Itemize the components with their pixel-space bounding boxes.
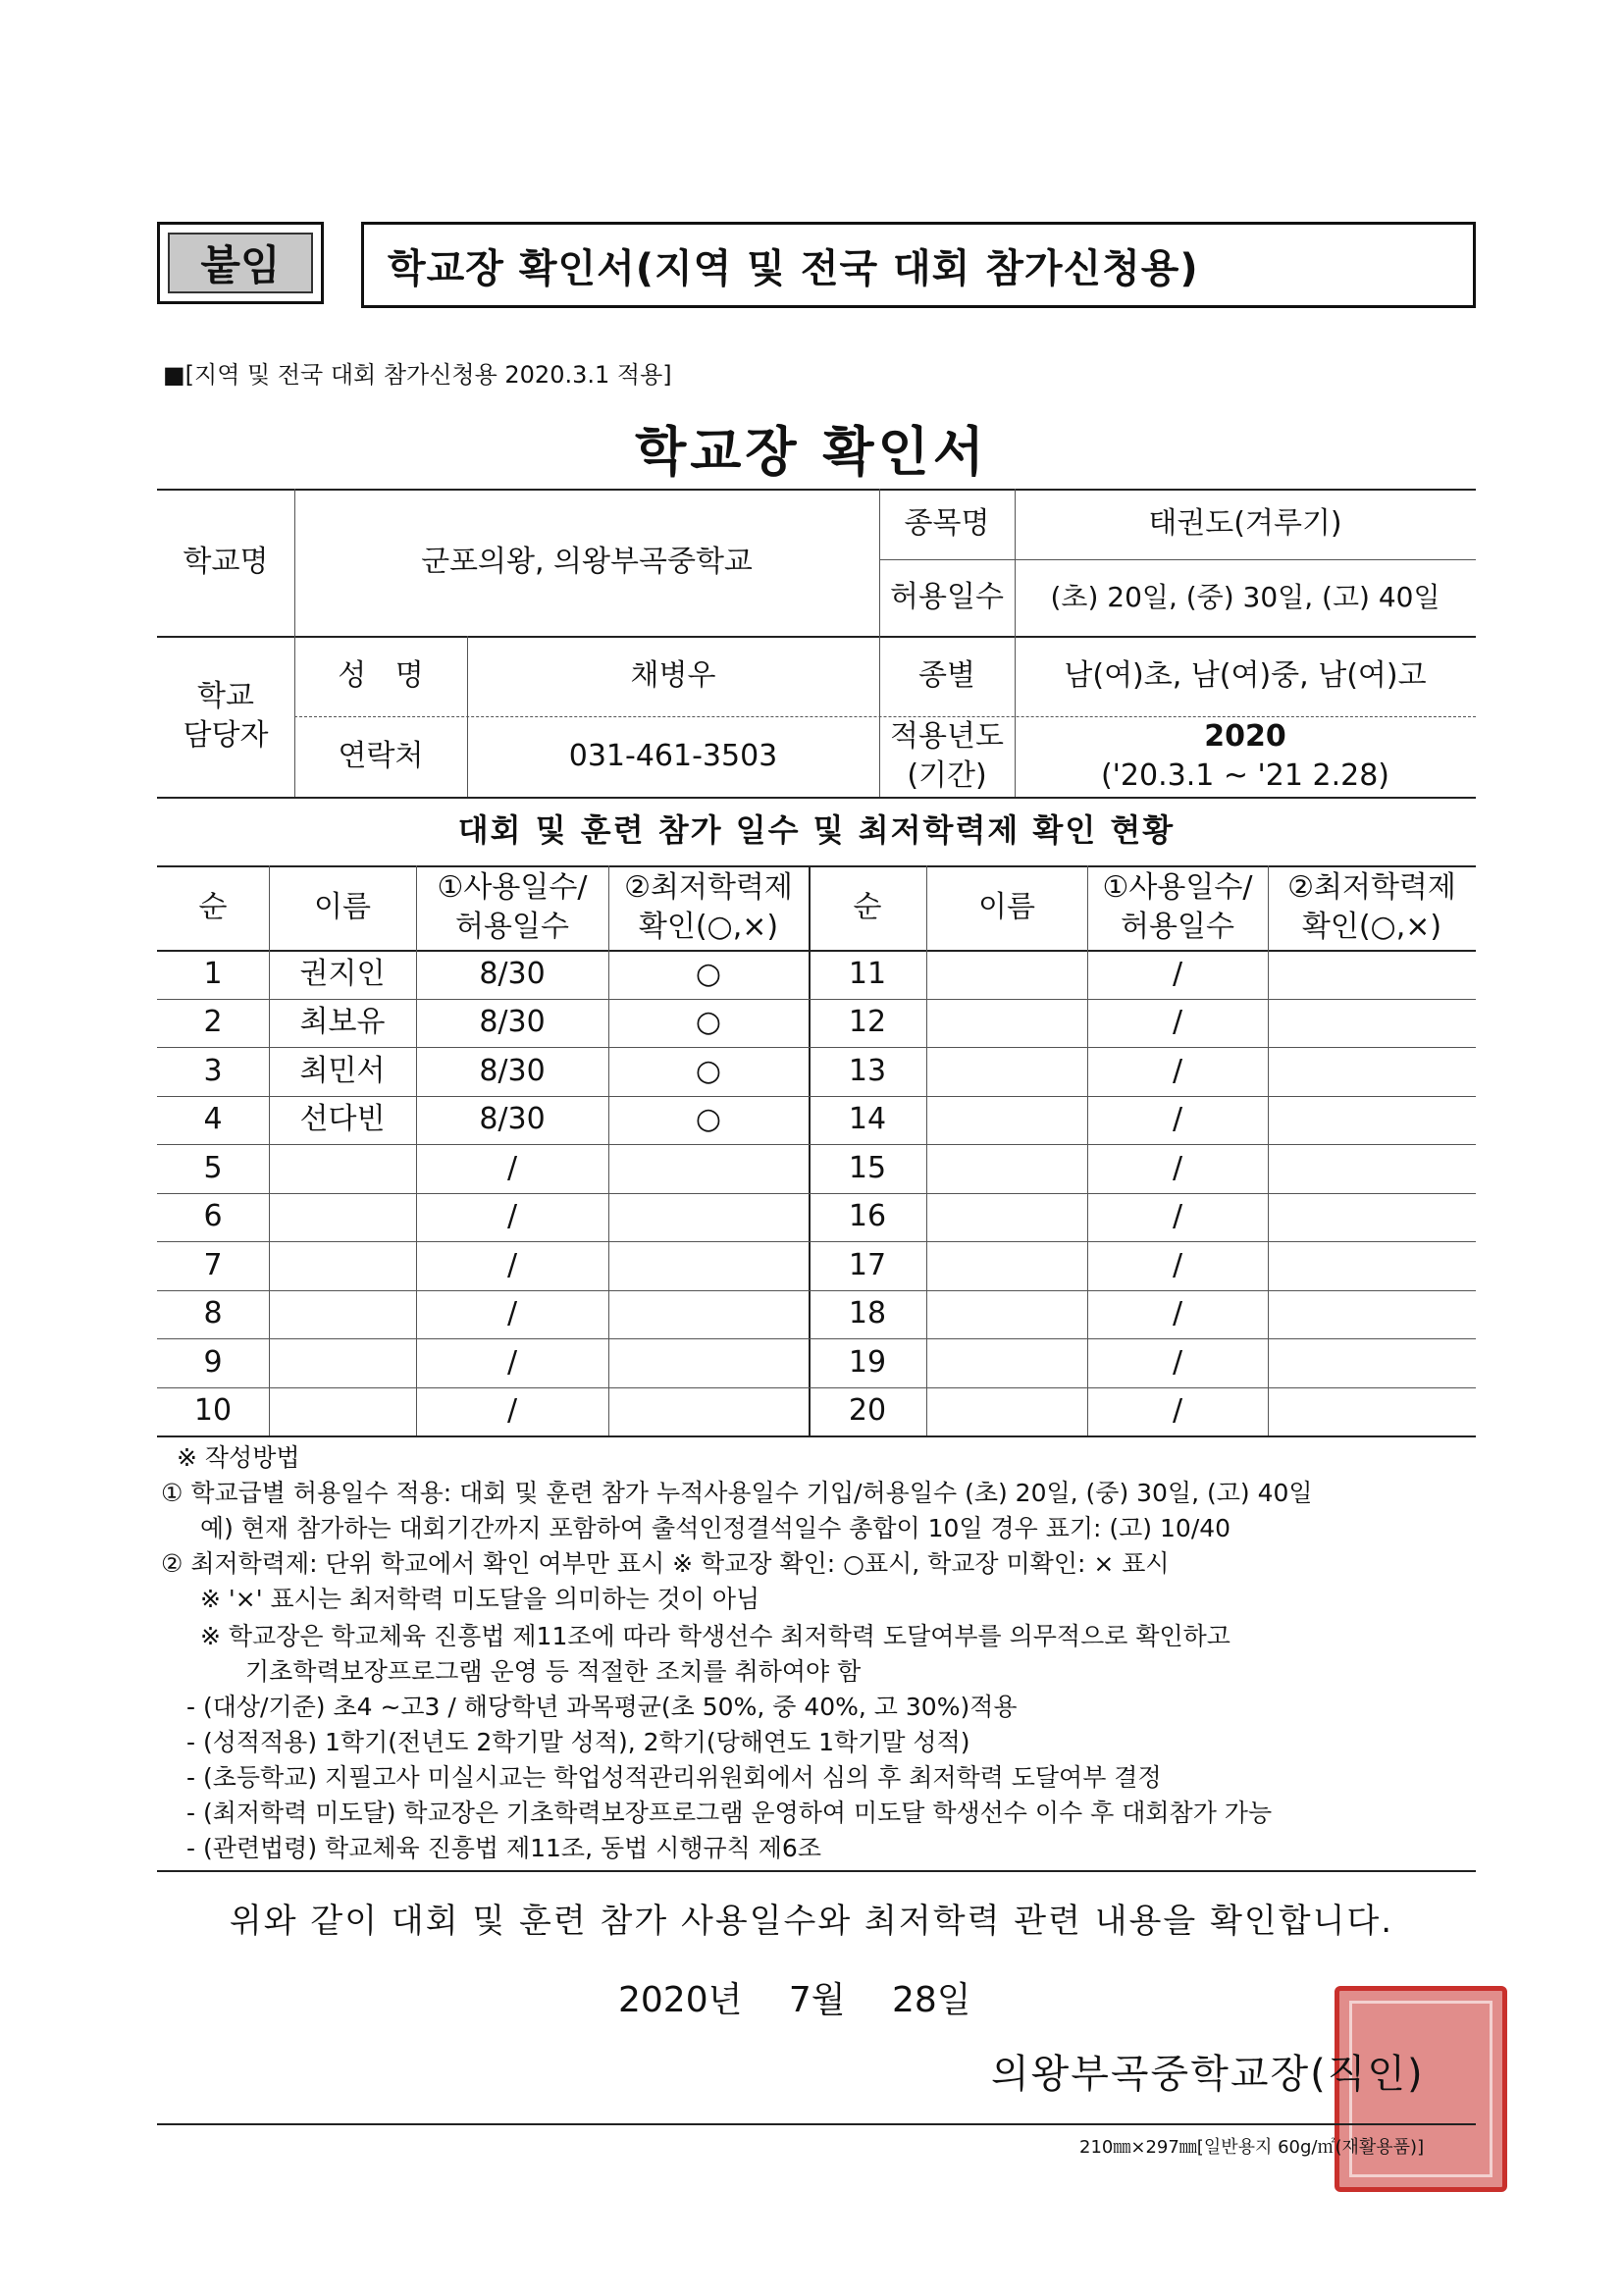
school-name-value: 군포의왕, 의왕부곡중학교	[421, 544, 753, 579]
row-days-cell: 8/30	[479, 1053, 546, 1088]
row-check-cell	[608, 1387, 809, 1436]
row-check-cell: ○	[695, 1053, 722, 1088]
period-year: 2020	[1204, 718, 1286, 754]
note-7: - (초등학교) 지필고사 미실시교는 학업성적관리위원회에서 심의 후 최저학력 도달여부 결정	[186, 1763, 1162, 1792]
row-no-cell: 15	[848, 1150, 887, 1185]
col-check-right	[1268, 865, 1476, 950]
row-name-cell	[269, 1241, 416, 1290]
page-title: 학교장 확인서	[635, 421, 988, 483]
row-no-cell: 8	[203, 1296, 223, 1331]
attachment-tag	[157, 222, 324, 304]
applicability-note: ■[지역 및 전국 대회 참가신청용 2020.3.1 적용]	[163, 361, 672, 389]
row-days-cell: /	[506, 1344, 518, 1380]
row-check-cell	[608, 1290, 809, 1339]
row-check-cell	[608, 1144, 809, 1193]
row-check-cell	[1268, 1144, 1476, 1193]
row-no-cell: 18	[848, 1296, 887, 1331]
row-days-cell: /	[506, 1247, 518, 1282]
row-name-cell	[926, 1290, 1087, 1339]
row-days-cell: /	[1172, 1199, 1183, 1233]
document-box-title: 학교장 확인서(지역 및 전국 대회 참가신청용)	[361, 222, 1476, 308]
row-days-cell: 8/30	[479, 1005, 546, 1039]
row-no-cell: 20	[848, 1393, 887, 1428]
row-days-cell: /	[506, 1296, 518, 1331]
col-no-left: 순	[198, 889, 228, 924]
row-name-cell	[926, 1387, 1087, 1436]
row-days-cell: /	[1172, 1102, 1183, 1136]
col-days-right	[1087, 865, 1268, 950]
notes-heading: ※ 작성방법	[177, 1443, 300, 1472]
row-no-cell: 3	[203, 1053, 223, 1088]
row-days-cell: 8/30	[479, 1102, 546, 1136]
row-no-cell: 9	[203, 1344, 223, 1380]
row-check-cell: ○	[695, 1102, 722, 1136]
row-check-cell	[608, 1338, 809, 1387]
contact-label: 연락처	[338, 738, 424, 773]
row-check-cell	[1268, 1096, 1476, 1145]
row-name-cell	[926, 1096, 1087, 1145]
col-name-right: 이름	[978, 889, 1035, 924]
row-name-cell	[926, 1338, 1087, 1387]
period-label-line2: (기간)	[907, 758, 987, 793]
note-1: ① 학교급별 허용일수 적용: 대회 및 훈련 참가 누적사용일수 기입/허용일수 (초) 20일, (중) 30일, (고) 40일	[161, 1479, 1313, 1507]
row-name-cell: 선다빈	[299, 1102, 386, 1136]
row-no-cell: 7	[203, 1247, 223, 1282]
row-name-cell: 권지인	[299, 956, 386, 991]
col-days-right-line1: ①사용일수/	[1102, 869, 1253, 905]
row-days-cell: /	[1172, 1296, 1183, 1331]
col-name-left: 이름	[314, 889, 371, 924]
col-no-right: 순	[853, 889, 882, 924]
row-days-cell: /	[1172, 1344, 1183, 1380]
note-4: ※ 학교장은 학교체육 진흥법 제11조에 따라 학생선수 최저학력 도달여부를 의무적으로 확인하고	[200, 1622, 1230, 1650]
row-check-cell	[1268, 1241, 1476, 1290]
row-days-cell: /	[1172, 1150, 1183, 1185]
contact-value: 031-461-3503	[568, 738, 778, 773]
manager-label	[157, 636, 294, 797]
row-days-cell: 8/30	[479, 956, 546, 991]
row-check-cell	[1268, 999, 1476, 1048]
row-check-cell: ○	[695, 956, 722, 991]
row-no-cell: 17	[848, 1247, 887, 1282]
school-name-label: 학교명	[183, 544, 269, 579]
manager-name-label: 성 명	[338, 657, 424, 693]
sport-value: 태권도(겨루기)	[1148, 505, 1342, 541]
row-check-cell: ○	[695, 1005, 722, 1039]
row-no-cell: 12	[848, 1005, 887, 1039]
row-no-cell: 10	[193, 1393, 233, 1428]
col-check-right-line2: 확인(○,×)	[1301, 910, 1442, 944]
row-days-cell: /	[1172, 1393, 1183, 1428]
note-1b: 예) 현재 참가하는 대회기간까지 포함하여 출석인정결석일수 총합이 10일 경우 표기: (고) 10/40	[200, 1514, 1231, 1542]
row-check-cell	[1268, 1290, 1476, 1339]
row-name-cell	[926, 1193, 1087, 1242]
col-check-left	[608, 865, 809, 950]
allowed-days-value: (초) 20일, (중) 30일, (고) 40일	[1050, 581, 1440, 614]
manager-name-value: 채병우	[630, 657, 716, 693]
row-name-cell	[926, 950, 1087, 999]
period-value	[1015, 716, 1476, 797]
row-check-cell	[1268, 1387, 1476, 1436]
category-value: 남(여)초, 남(여)중, 남(여)고	[1064, 657, 1427, 693]
row-no-cell: 6	[203, 1199, 223, 1233]
row-check-cell	[608, 1193, 809, 1242]
row-days-cell: /	[1172, 1247, 1183, 1282]
row-check-cell	[1268, 1338, 1476, 1387]
row-check-cell	[1268, 950, 1476, 999]
note-2: ② 최저학력제: 단위 학교에서 확인 여부만 표시 ※ 학교장 확인: ○표시, 학교장 미확인: × 표시	[161, 1549, 1170, 1578]
row-name-cell	[269, 1387, 416, 1436]
allowed-days-label: 허용일수	[890, 579, 1004, 614]
row-name-cell	[926, 999, 1087, 1048]
col-days-right-line2: 허용일수	[1121, 910, 1234, 944]
sport-label: 종목명	[904, 505, 990, 541]
status-section-title: 대회 및 훈련 참가 일수 및 최저학력제 확인 현황	[457, 811, 1176, 850]
row-name-cell	[269, 1144, 416, 1193]
row-days-cell: /	[1172, 956, 1183, 991]
row-days-cell: /	[1172, 1005, 1183, 1039]
row-no-cell: 13	[848, 1053, 887, 1088]
note-4b: 기초학력보장프로그램 운영 등 적절한 조치를 취하여야 함	[245, 1657, 862, 1686]
row-no-cell: 4	[203, 1102, 223, 1136]
row-name-cell	[926, 1047, 1087, 1096]
period-range: ('20.3.1 ~ '21 2.28)	[1100, 758, 1390, 793]
confirmation-statement: 위와 같이 대회 및 훈련 참가 사용일수와 최저학력 관련 내용을 확인합니다.	[229, 1902, 1394, 1941]
row-no-cell: 5	[203, 1150, 223, 1185]
row-check-cell	[1268, 1193, 1476, 1242]
col-days-left-line2: 허용일수	[455, 910, 569, 944]
row-check-cell	[608, 1241, 809, 1290]
row-no-cell: 14	[848, 1102, 887, 1136]
period-label-line1: 적용년도	[890, 718, 1004, 754]
category-label: 종별	[918, 657, 975, 693]
col-days-left-line1: ①사용일수/	[437, 869, 588, 905]
row-days-cell: /	[506, 1393, 518, 1428]
row-name-cell: 최보유	[299, 1005, 386, 1039]
col-check-left-line1: ②최저학력제	[624, 869, 793, 905]
row-name-cell	[269, 1338, 416, 1387]
row-no-cell: 19	[848, 1344, 887, 1380]
attachment-tag-label: 붙임	[168, 233, 313, 293]
row-no-cell: 11	[848, 956, 887, 991]
row-days-cell: /	[506, 1150, 518, 1185]
note-5: - (대상/기준) 초4 ~고3 / 해당학년 과목평균(초 50%, 중 40%, 고 30%)적용	[186, 1693, 1018, 1721]
note-6: - (성적적용) 1학기(전년도 2학기말 성적), 2학기(당해연도 1학기말 성적)	[186, 1728, 970, 1756]
manager-label-line1: 학교	[197, 678, 254, 713]
row-name-cell	[926, 1241, 1087, 1290]
row-days-cell: /	[506, 1199, 518, 1233]
principal-signature: 의왕부곡중학교장(직인)	[991, 2052, 1425, 2097]
row-days-cell: /	[1172, 1053, 1183, 1088]
manager-label-line2: 담당자	[183, 718, 269, 753]
row-name-cell	[269, 1290, 416, 1339]
issue-date: 2020년 7월 28일	[618, 1980, 971, 2020]
note-3: ※ '×' 표시는 최저학력 미도달을 의미하는 것이 아님	[200, 1585, 760, 1613]
period-label	[879, 716, 1015, 797]
col-check-left-line2: 확인(○,×)	[638, 910, 779, 944]
row-no-cell: 16	[848, 1199, 887, 1233]
row-check-cell	[1268, 1047, 1476, 1096]
col-check-right-line1: ②최저학력제	[1287, 869, 1456, 905]
note-9: - (관련법령) 학교체육 진흥법 제11조, 동법 시행규칙 제6조	[186, 1834, 821, 1862]
row-name-cell: 최민서	[299, 1053, 386, 1088]
row-name-cell	[926, 1144, 1087, 1193]
paper-spec: 210㎜×297㎜[일반용지 60g/㎡(재활용품)]	[1079, 2137, 1425, 2158]
note-8: - (최저학력 미도달) 학교장은 기초학력보장프로그램 운영하여 미도달 학생선수 이수 후 대회참가 가능	[186, 1799, 1273, 1827]
row-name-cell	[269, 1193, 416, 1242]
col-days-left	[416, 865, 608, 950]
row-no-cell: 1	[203, 956, 223, 991]
row-no-cell: 2	[203, 1005, 223, 1039]
